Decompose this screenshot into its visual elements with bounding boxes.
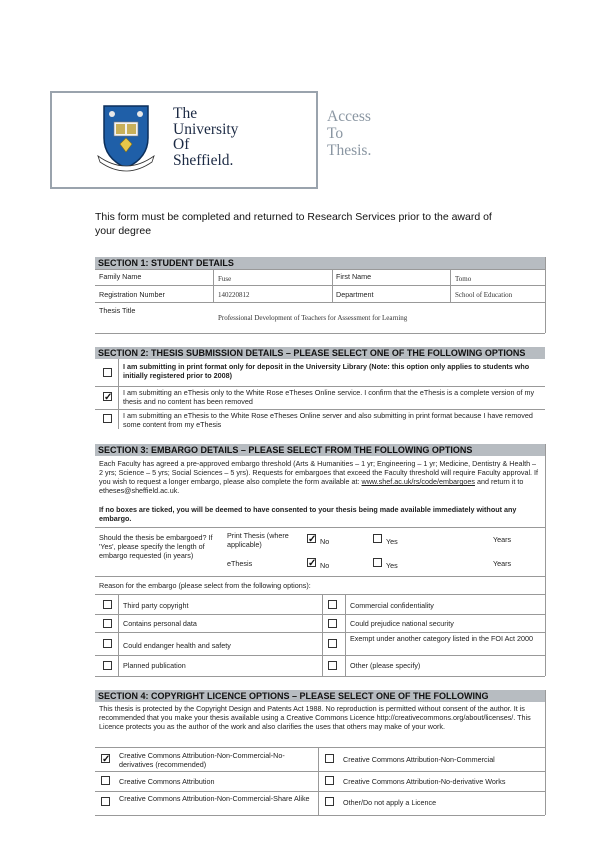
checkmark-icon: ✓ bbox=[104, 392, 113, 403]
intro-text: This form must be completed and returned to Research Services prior to the award of your degree bbox=[95, 211, 492, 237]
licence-cc-by-nc-sa-label: Creative Commons Attribution-Non-Commercial-Share Alike bbox=[119, 794, 310, 803]
reason-security-checkbox[interactable] bbox=[328, 619, 337, 628]
reason-third-party-checkbox[interactable] bbox=[103, 600, 112, 609]
print-thesis-label: Print Thesis (where applicable) bbox=[227, 531, 289, 549]
print-no-label: No bbox=[320, 537, 330, 546]
submission-option1-text: I am submitting in print format only for deposit in the University Library (Note: this option only applies to students who initially registered prior to 2008) bbox=[123, 362, 530, 380]
licence-cc-by-nc-checkbox[interactable] bbox=[325, 754, 334, 763]
licence-other-label: Other/Do not apply a Licence bbox=[343, 798, 437, 807]
reason-publication-checkbox[interactable] bbox=[103, 661, 112, 670]
embargo-question: Should the thesis be embargoed? If 'Yes', please specify the length of embargo requested (in years) bbox=[99, 533, 213, 560]
licence-cc-by-nc-label: Creative Commons Attribution-Non-Commercial bbox=[343, 755, 495, 764]
ethesis-yes-checkbox[interactable] bbox=[373, 558, 382, 567]
checkmark-icon: ✓ bbox=[308, 534, 317, 545]
reason-foi-checkbox[interactable] bbox=[328, 639, 337, 648]
embargo-link[interactable]: www.shef.ac.uk/rs/code/embargoes bbox=[361, 477, 475, 486]
department-field[interactable]: School of Education bbox=[455, 291, 513, 299]
first-name-label: First Name bbox=[336, 272, 372, 281]
registration-field[interactable]: 140220812 bbox=[218, 291, 250, 299]
copyright-description: This thesis is protected by the Copyright Design and Patents Act 1988. No reproduction is permitted without consent of the author. It is recommended that you make your thesis available using a Creative Commons Licence http://creativecommons.org/about/licenses/. This Licence protects you as the author of the work and also clarifies the uses that others may make of your work. bbox=[99, 704, 531, 731]
print-no-checkbox[interactable] bbox=[307, 534, 316, 543]
print-yes-checkbox[interactable] bbox=[373, 534, 382, 543]
licence-cc-by-nc-nd-checkbox[interactable] bbox=[101, 754, 110, 763]
checkmark-icon: ✓ bbox=[308, 558, 317, 569]
embargo-description: Each Faculty has agreed a pre-approved embargo threshold (Arts & Humanities – 1 yr; Engineering – 1 yr; Medicine, Dentistry & Health – 2 yrs; Science – 5 yrs; Social Sciences – 5 yrs). Requests for embargoes that exceed the Faculty threshold will require Faculty approval. If you wish to request a longer embargo, please also complete the form available at: www.shef.ac.uk/rs/code/embargoes and return it to etheses@sheffield.ac.uk. bbox=[99, 459, 539, 495]
reason-other-checkbox[interactable] bbox=[328, 661, 337, 670]
reason-label: Reason for the embargo (please select from the following options): bbox=[99, 581, 311, 590]
university-name: The University Of Sheffield. bbox=[173, 105, 239, 169]
ethesis-no-label: No bbox=[320, 561, 330, 570]
submission-option2-text: I am submitting an eThesis only to the White Rose eTheses Online service. I confirm that the eThesis is a complete version of my thesis and no content has been removed bbox=[123, 388, 535, 406]
section3-title: SECTION 3: EMBARGO DETAILS – PLEASE SELECT FROM THE FOLLOWING OPTIONS bbox=[95, 444, 545, 456]
ethesis-no-checkbox[interactable] bbox=[307, 558, 316, 567]
reason-security-label: Could prejudice national security bbox=[350, 619, 454, 628]
reason-personal-data-checkbox[interactable] bbox=[103, 619, 112, 628]
university-crest-icon bbox=[90, 102, 162, 174]
licence-cc-by-nc-sa-checkbox[interactable] bbox=[101, 797, 110, 806]
ethesis-label: eThesis bbox=[227, 559, 253, 568]
submission-option2-checkbox[interactable] bbox=[103, 392, 112, 401]
section4-title: SECTION 4: COPYRIGHT LICENCE OPTIONS – PLEASE SELECT ONE OF THE FOLLOWING bbox=[95, 690, 545, 702]
reason-commercial-checkbox[interactable] bbox=[328, 600, 337, 609]
submission-option3-checkbox[interactable] bbox=[103, 414, 112, 423]
submission-option3-text: I am submitting an eThesis to the White Rose eTheses Online server and also submitting in print format because I have removed some content from my eThesis bbox=[123, 411, 533, 429]
registration-label: Registration Number bbox=[99, 290, 165, 299]
ethesis-years-label: Years bbox=[493, 559, 512, 568]
reason-foi-label: Exempt under another category listed in the FOI Act 2000 bbox=[350, 634, 533, 643]
ethesis-yes-label: Yes bbox=[386, 561, 398, 570]
licence-cc-by-checkbox[interactable] bbox=[101, 776, 110, 785]
department-label: Department bbox=[336, 290, 374, 299]
licence-other-checkbox[interactable] bbox=[325, 797, 334, 806]
reason-health-safety-label: Could endanger health and safety bbox=[123, 641, 231, 650]
family-name-field[interactable]: Fuse bbox=[218, 275, 232, 283]
reason-other-label: Other (please specify) bbox=[350, 661, 421, 670]
reason-commercial-label: Commercial confidentiality bbox=[350, 601, 434, 610]
print-yes-label: Yes bbox=[386, 537, 398, 546]
section1-title: SECTION 1: STUDENT DETAILS bbox=[95, 257, 545, 269]
first-name-field[interactable]: Tomo bbox=[455, 275, 472, 283]
checkmark-icon: ✓ bbox=[102, 754, 111, 765]
family-name-label: Family Name bbox=[99, 272, 142, 281]
reason-personal-data-label: Contains personal data bbox=[123, 619, 197, 628]
licence-cc-by-label: Creative Commons Attribution bbox=[119, 777, 215, 786]
reason-publication-label: Planned publication bbox=[123, 661, 186, 670]
thesis-title-label: Thesis Title bbox=[99, 306, 136, 315]
licence-cc-by-nc-nd-label: Creative Commons Attribution-Non-Commercial-No-derivatives (recommended) bbox=[119, 751, 285, 769]
reason-third-party-label: Third party copyright bbox=[123, 601, 189, 610]
thesis-title-field[interactable]: Professional Development of Teachers for Assessment for Learning bbox=[218, 314, 408, 322]
licence-cc-by-nd-label: Creative Commons Attribution-No-derivative Works bbox=[343, 777, 506, 786]
embargo-warning: If no boxes are ticked, you will be deemed to have consented to your thesis being made available immediately without any embargo. bbox=[99, 505, 517, 523]
section2-title: SECTION 2: THESIS SUBMISSION DETAILS – PLEASE SELECT ONE OF THE FOLLOWING OPTIONS bbox=[95, 347, 545, 359]
licence-cc-by-nd-checkbox[interactable] bbox=[325, 776, 334, 785]
print-years-label: Years bbox=[493, 535, 512, 544]
tagline: Access To Thesis. bbox=[327, 108, 372, 159]
reason-health-safety-checkbox[interactable] bbox=[103, 639, 112, 648]
submission-option1-checkbox[interactable] bbox=[103, 368, 112, 377]
